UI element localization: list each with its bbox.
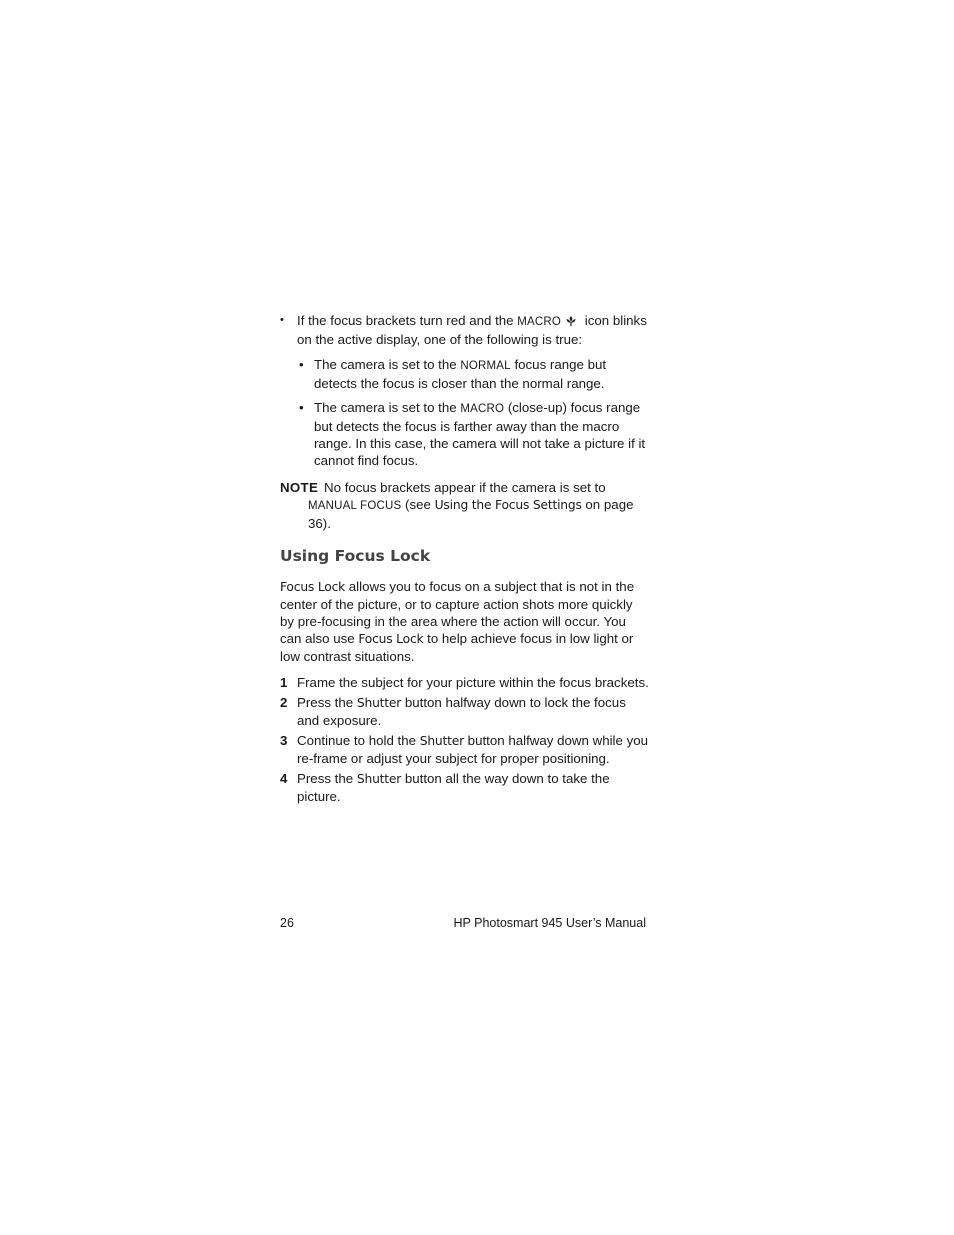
sub-bullet-text: (close-up) focus range but detects the focus is farther away than the macro range. In this case, the camera will not take a picture if it cannot find focus. <box>314 400 646 468</box>
manual-focus-label: MANUAL FOCUS <box>308 500 402 512</box>
steps-list <box>280 674 650 805</box>
page-content <box>280 312 650 808</box>
step-item <box>280 694 650 729</box>
intro-text: allows you to focus on a subject that is not in the center of the picture, or to capture action shots more quickly by pre-focusing in the area where the action will occur. You can also use <box>280 579 635 646</box>
bullet-text: If the focus brackets turn red and the <box>297 313 518 328</box>
note-label: NOTE <box>280 480 319 495</box>
bullet-text: icon blinks on the active display, one of the following is true: <box>297 313 647 347</box>
macro-mode-label: MACRO <box>460 403 505 415</box>
focus-lock-term: Focus Lock <box>358 632 424 646</box>
shutter-button-label: Shutter <box>356 696 402 710</box>
macro-mode-label: MACRO <box>517 316 562 328</box>
bullet-marker: • <box>280 314 284 326</box>
sub-bullet-list <box>280 356 650 469</box>
step-number: 3 <box>280 733 288 748</box>
step-number: 2 <box>280 695 288 710</box>
step-text: button halfway down to lock the focus and exposure. <box>297 695 626 728</box>
step-number: 4 <box>280 771 288 786</box>
sub-bullet-marker: • <box>299 400 304 415</box>
section-heading: Using Focus Lock <box>280 547 431 565</box>
step-number: 1 <box>280 675 288 690</box>
step-text: Press the <box>297 695 357 710</box>
sub-bullet-marker: • <box>299 357 304 372</box>
step-text: Press the <box>297 771 357 786</box>
sub-bullet-item <box>280 399 650 469</box>
note-block <box>280 479 650 532</box>
intro-text: to help achieve focus in low light or low contrast situations. <box>280 631 634 664</box>
normal-mode-label: NORMAL <box>460 360 511 372</box>
step-text: Frame the subject for your picture within the focus brackets. <box>297 675 649 690</box>
step-text: button all the way down to take the picture. <box>297 771 610 804</box>
sub-bullet-text: The camera is set to the <box>314 400 461 415</box>
note-text: on page 36). <box>308 497 634 531</box>
step-text: Continue to hold the <box>297 733 420 748</box>
note-text: No focus brackets appear if the camera is set to <box>324 480 606 495</box>
focus-lock-term: Focus Lock <box>280 580 346 594</box>
bullet-item-focus-red <box>280 312 650 348</box>
step-item <box>280 770 650 805</box>
sub-bullet-item <box>280 356 650 392</box>
manual-title: HP Photosmart 945 User’s Manual <box>453 916 646 930</box>
page-number: 26 <box>280 916 294 930</box>
step-item <box>280 732 650 767</box>
sub-bullet-text: focus range but detects the focus is closer than the normal range. <box>314 357 607 391</box>
note-text: (see <box>401 497 435 512</box>
focus-settings-link[interactable]: Using the Focus Settings <box>434 498 582 512</box>
shutter-button-label: Shutter <box>419 734 464 748</box>
sub-bullet-text: The camera is set to the <box>314 357 461 372</box>
shutter-button-label: Shutter <box>356 772 402 786</box>
step-text: button halfway down while you re-frame or adjust your subject for proper positioning. <box>297 733 649 766</box>
step-item <box>280 674 650 691</box>
macro-flower-icon <box>565 315 577 327</box>
intro-paragraph <box>280 578 650 665</box>
